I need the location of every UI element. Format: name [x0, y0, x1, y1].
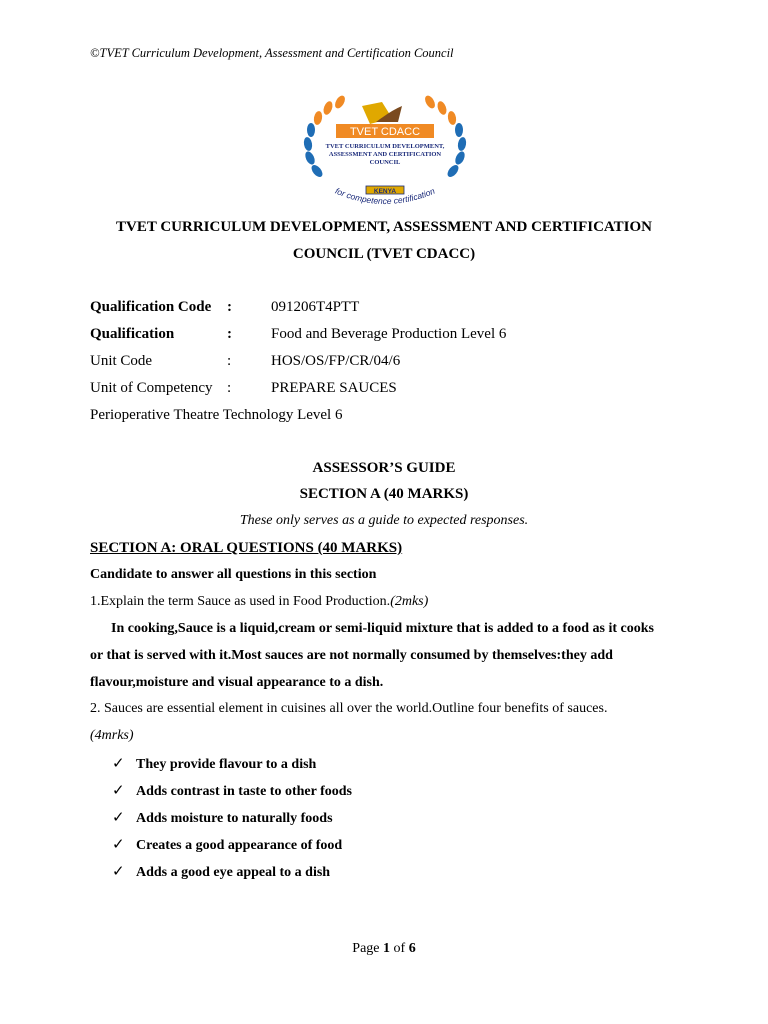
- detail-value: HOS/OS/FP/CR/04/6: [271, 353, 401, 369]
- detail-label: Unit Code: [90, 353, 153, 369]
- answer-2-item: ✓ Adds contrast in taste to other foods: [112, 781, 352, 799]
- detail-label: Qualification: [90, 326, 175, 342]
- detail-colon: :: [227, 326, 232, 342]
- question-1-marks: (2mks): [390, 594, 429, 609]
- guide-note: These only serves as a guide to expected responses.: [239, 513, 529, 528]
- current-page: 1: [383, 941, 391, 956]
- checkmark-icon: ✓: [112, 781, 125, 799]
- svg-text:for competence certification: for competence certification: [333, 185, 437, 207]
- checkmark-icon: ✓: [112, 754, 125, 772]
- answer-1-line-1: In cooking,Sauce is a liquid,cream or semi-liquid mixture that is added to a food as it cooks: [111, 621, 654, 636]
- answer-1-line-2: or that is served with it.Most sauces are not normally consumed by themselves:they add: [90, 648, 613, 663]
- laurel-left: [313, 94, 347, 126]
- question-1-text: 1.Explain the term Sauce as used in Food Production.: [90, 594, 391, 609]
- svg-text:TVET CURRICULUM DEVELOPMENT,: TVET CURRICULUM DEVELOPMENT,: [325, 143, 445, 150]
- org-title-line1: TVET CURRICULUM DEVELOPMENT, ASSESSMENT AND CERTIFICATION: [116, 219, 652, 235]
- question-2-marks: (4mrks): [90, 728, 134, 743]
- svg-text:ASSESSMENT AND CERTIFICATION: ASSESSMENT AND CERTIFICATION: [328, 151, 442, 158]
- checkmark-icon: ✓: [112, 835, 125, 853]
- detail-colon: :: [227, 353, 232, 369]
- answer-2-item: ✓ Creates a good appearance of food: [112, 835, 343, 853]
- answer-2-item: ✓ Adds moisture to naturally foods: [112, 808, 333, 826]
- total-pages: 6: [408, 941, 416, 956]
- org-title-line2: COUNCIL (TVET CDACC): [292, 246, 476, 262]
- section-a-heading: SECTION A: ORAL QUESTIONS (40 MARKS): [90, 540, 403, 556]
- answer-1-line-3: flavour,moisture and visual appearance to a dish.: [90, 675, 384, 690]
- guide-section: SECTION A (40 MARKS): [299, 486, 469, 502]
- detail-colon: :: [227, 299, 232, 315]
- answer-2-item: ✓ Adds a good eye appeal to a dish: [112, 862, 331, 880]
- detail-value: Food and Beverage Production Level 6: [271, 326, 507, 342]
- section-a-instruction: Candidate to answer all questions in this section: [90, 567, 377, 582]
- answer-2-item: ✓ They provide flavour to a dish: [112, 754, 317, 772]
- svg-text:TVET CDACC: TVET CDACC: [349, 126, 421, 138]
- svg-text:KENYA: KENYA: [373, 188, 397, 195]
- tvet-cdacc-logo: [300, 92, 470, 212]
- copyright-header: ©TVET Curriculum Development, Assessment and Certification Council: [90, 46, 454, 60]
- extra-qualification-line: Perioperative Theatre Technology Level 6: [90, 407, 343, 423]
- detail-colon: :: [227, 380, 232, 396]
- svg-text:COUNCIL: COUNCIL: [369, 159, 401, 166]
- detail-label: Unit of Competency: [90, 380, 213, 396]
- checkmark-icon: ✓: [112, 862, 125, 880]
- question-1: [90, 594, 428, 610]
- page-number-footer: Page 1 of 6: [352, 941, 416, 956]
- detail-value: 091206T4PTT: [271, 299, 360, 315]
- checkmark-icon: ✓: [112, 808, 125, 826]
- detail-value: PREPARE SAUCES: [271, 380, 397, 396]
- laurel-right: [423, 94, 457, 126]
- guide-title: ASSESSOR’S GUIDE: [312, 460, 456, 476]
- question-2-text: 2. Sauces are essential element in cuisines all over the world.Outline four benefits of sauces.: [90, 701, 608, 716]
- detail-label: Qualification Code: [90, 299, 212, 315]
